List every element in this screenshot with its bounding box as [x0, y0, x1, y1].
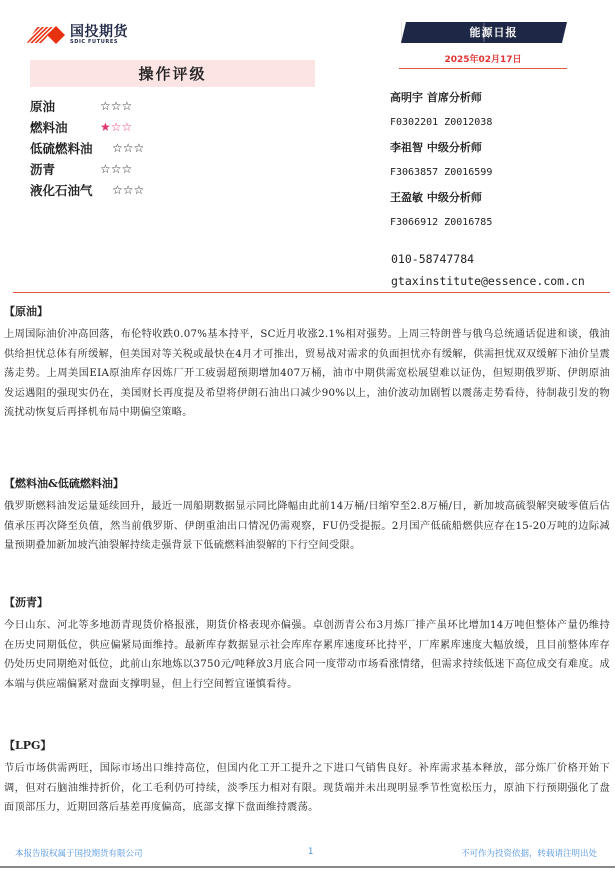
header-divider [13, 292, 610, 293]
analyst-license: F0302201 Z0012038 [390, 117, 493, 128]
rating-row-lpg [30, 179, 144, 200]
star-rating-icon: ☆☆☆ [100, 98, 133, 113]
section-title: 【沥青】 [4, 596, 48, 609]
rating-label: 液化石油气 [30, 182, 93, 198]
footer-disclaimer: 不可作为投资依据，转载请注明出处 [460, 849, 597, 859]
rating-row-lsfo [30, 137, 144, 158]
date-underline [399, 68, 567, 69]
analyst-name: 李祖智 中级分析师 [390, 141, 482, 154]
star-rating-icon: ☆☆☆ [100, 161, 133, 176]
star-rating-icon: ☆☆☆ [112, 140, 145, 155]
section-title: 【燃料油&低硫燃料油】 [4, 477, 124, 490]
rating-label: 低硫燃料油 [30, 140, 93, 156]
section-title: 【LPG】 [4, 739, 52, 752]
ratings-list [30, 95, 144, 200]
footer-copyright: 本报告版权属于国投期货有限公司 [15, 849, 143, 859]
section-body: 俄罗斯燃料油发运量延续回升，最近一周船期数据显示同比降幅由此前14万桶/日缩窄至2.8万桶/日，新加坡高硫裂解突破零值后估值承压再次降至负值，然当前俄罗斯、伊朗重油出口情况仍需观察，FU仍受提振。2月国产低硫船燃供应存在15-20万吨的边际减量预期叠加新加坡汽油裂解持续走强背景下低硫燃料油裂解的下行空间受限。 [4, 501, 610, 551]
logo-text-cn: 国投期货 [70, 24, 128, 40]
analyst-name: 王盈敏 中级分析师 [390, 191, 482, 204]
star-empty-icon: ☆☆ [110, 119, 133, 134]
page-footer [0, 847, 615, 861]
analyst-list [390, 90, 492, 240]
section-body: 今日山东、河北等多地沥青现货价格报涨，期货价格表现亦偏强。卓创沥青公布3月炼厂排产虽环比增加14万吨但整体产量仍维持在历史同期低位，供应偏紧局面维持。最新库存数据显示社会库库存累库速度环比持平，厂库累库速度大幅放缓，且目前整体库存仍处历史同期绝对低位，此前山东地炼以3750元/吨释放3月底合同一度带动市场看涨情绪，但需求持续低迷下高位成交有难度。成本端与供应端偏紧对盘面支撑明显，但上行空间暂宜谨慎看待。 [4, 620, 610, 690]
rating-label: 燃料油 [30, 119, 68, 135]
analyst-license: F3063857 Z0016599 [390, 167, 493, 178]
star-rating-icon: ☆☆☆ [112, 182, 145, 197]
rating-row-fuel-oil [30, 116, 144, 137]
report-date: 2025年02月17日 [444, 55, 522, 65]
section-crude-oil [4, 303, 610, 423]
rating-label: 原油 [30, 98, 56, 114]
report-type-title: 能源日报 [469, 26, 518, 39]
footer-divider [0, 866, 615, 868]
contact-phone: 010-58747784 [391, 252, 475, 266]
company-logo [27, 24, 147, 46]
section-body: 节后市场供需两旺，国际市场出口维持高位，但国内化工开工提升之下进口气销售良好。补库需求基本释放，部分炼厂价格开始下调，但对石脑油维持折价，化工毛利仍可持续，淡季压力相对有限。现货端并未出现明显季节性宽松压力，原油下行预期强化了盘面顶部压力，近期回落后基差再度偏高，底部支撑下盘面维持震荡。 [4, 763, 610, 813]
section-fuel-oil [4, 475, 610, 556]
contact-email[interactable]: gtaxinstitute@essence.com.cn [391, 274, 585, 288]
analyst-name: 高明宇 首席分析师 [390, 91, 482, 104]
rating-row-crude [30, 95, 144, 116]
logo-stripes-icon [27, 25, 67, 45]
star-filled-icon: ★ [100, 119, 111, 134]
page-number: 1 [308, 847, 314, 857]
section-body: 上周国际油价冲高回落，布伦特收跌0.07%基本持平，SC近月收涨2.1%相对强势。上周三特朗普与俄乌总统通话促进和谈，俄油供给担忧总体有所缓解，但美国对等关税或最快在4月才可推出，贸易战对需求的负面担忧亦有缓解，供需担忧双双缓解下油价呈震荡走势。上周美国EIA原油库存因炼厂开工疲弱超预期增加407万桶，油市中期供需宽松展望难以证伪，但短期俄罗斯、伊朗原油发运遇阻的强现实仍在，美国财长再度提及希望将伊朗石油出口减少90%以上，油价波动加剧暂以震荡走势看待，待制裁引发的物流扰动恢复后再择机布局中期偏空策略。 [4, 329, 610, 418]
rating-row-asphalt [30, 158, 144, 179]
section-asphalt [4, 594, 610, 694]
report-type-banner [401, 22, 568, 43]
rating-title-bar [30, 60, 315, 87]
analyst-license: F3066912 Z0016785 [390, 217, 493, 228]
section-title: 【原油】 [4, 305, 48, 318]
section-lpg [4, 737, 610, 818]
rating-title: 操作评级 [138, 65, 207, 83]
rating-label: 沥青 [30, 161, 56, 177]
logo-text-en: SDIC FUTURES [70, 39, 119, 45]
